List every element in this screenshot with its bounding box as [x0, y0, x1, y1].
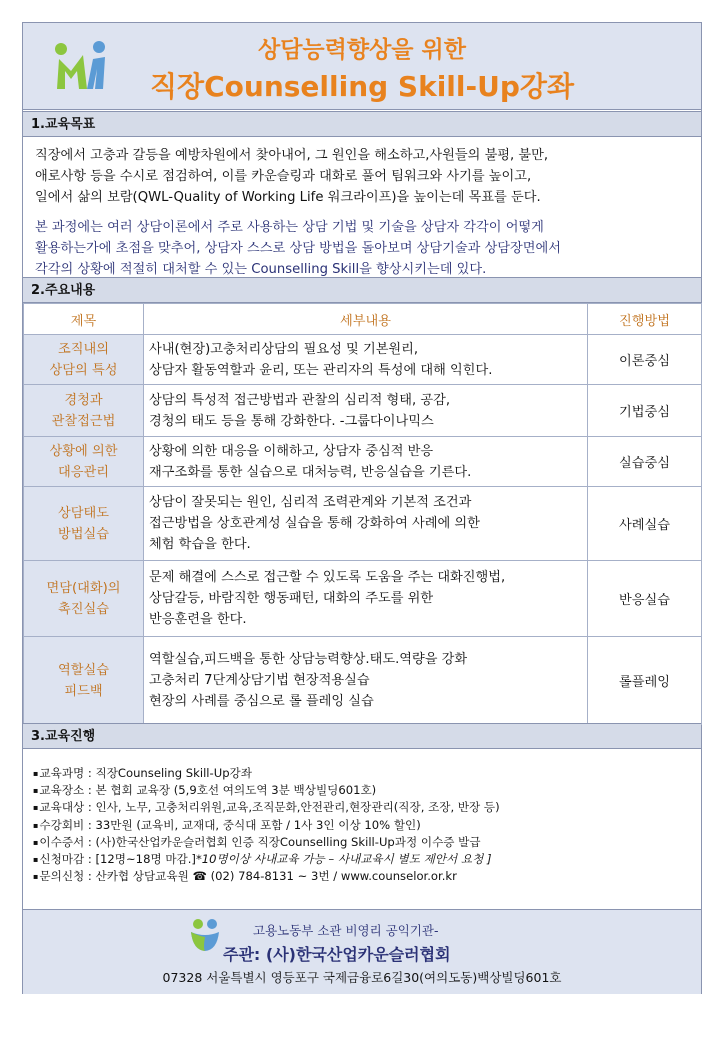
text-line: 본 과정에는 여러 상담이론에서 주로 사용하는 상담 기법 및 기술을 상담자 각각이 어떻게	[35, 220, 544, 235]
header	[23, 23, 701, 110]
list-item: ▪ 신청마감 : [12명~18명 마감.]*10명이상 사내교육 가능 – 사내교육시 별도 제안서 요청 ]	[33, 851, 693, 868]
row-title: 면담(대화)의 촉진실습	[24, 561, 144, 637]
row-title: 조직내의 상담의 특성	[24, 335, 144, 385]
row-method: 반응실습	[588, 561, 702, 637]
section-heading-contents: 2.주요내용	[23, 277, 701, 303]
column-header: 세부내용	[144, 304, 588, 335]
table-header-row	[24, 304, 702, 335]
list-item: ▪ 수강회비 : 33만원 (교육비, 교재대, 중식대 포함 / 1사 3인 이상 10% 할인)	[33, 817, 693, 834]
association-logo-icon	[189, 918, 221, 952]
column-header: 제목	[24, 304, 144, 335]
footer-organizer: 주관: (사)한국산업카운슬러협회	[223, 945, 451, 964]
title-line-2: 직장Counselling Skill-Up강좌	[150, 70, 574, 103]
row-title: 상황에 의한 대응관리	[24, 437, 144, 487]
row-title: 경청과 관찰접근법	[24, 385, 144, 437]
row-method: 기법중심	[588, 385, 702, 437]
text-line: 직장에서 고충과 갈등을 예방차원에서 찾아내어, 그 원인을 해소하고,사원들의 불평, 불만,	[35, 148, 549, 163]
program-info-list	[33, 765, 693, 885]
row-method: 이론중심	[588, 335, 702, 385]
table-row	[24, 637, 702, 725]
footer-address: 07328 서울특별시 영등포구 국제금융로6길30(여의도동)백상빌딩601호	[162, 970, 562, 985]
flyer	[22, 22, 702, 994]
list-item: ▪ 문의신청 : 산카협 상담교육원 ☎ (02) 784-8131 ~ 3번 / www.counselor.or.kr	[33, 868, 693, 885]
table-row	[24, 335, 702, 385]
table-row	[24, 385, 702, 437]
footer-subtitle: 고용노동부 소관 비영리 공익기관-	[253, 923, 439, 938]
row-method: 롤플레잉	[588, 637, 702, 725]
contents-table	[23, 303, 702, 725]
table-row	[24, 561, 702, 637]
goals-paragraph-2	[35, 217, 685, 280]
row-description: 문제 해결에 스스로 접근할 수 있도록 도움을 주는 대화진행법, 상담갈등, 바람직한 행동패턴, 대화의 주도를 위한 반응훈련을 한다.	[144, 561, 588, 637]
row-description: 상담이 잘못되는 원인, 심리적 조력관계와 기본적 조건과 접근방법을 상호관계성 실습을 통해 강화하여 사례에 의한 체험 학습을 한다.	[144, 487, 588, 561]
text-line: 각각의 상황에 적절히 대처할 수 있는 Counselling Skill을 향상시키는데 있다.	[35, 262, 487, 277]
row-title: 역할실습 피드백	[24, 637, 144, 725]
goals-paragraph-1	[35, 145, 685, 208]
footer	[23, 909, 701, 994]
table-row	[24, 487, 702, 561]
section-heading-progress: 3.교육진행	[23, 723, 701, 749]
list-item: ▪ 교육과명 : 직장Counseling Skill-Up강좌	[33, 765, 693, 782]
list-item: ▪ 이수증서 : (사)한국산업카운슬러협회 인증 직장Counselling Skill-Up과정 이수증 발급	[33, 834, 693, 851]
title-line-1: 상담능력향상을 위한	[258, 37, 466, 63]
table-row	[24, 437, 702, 487]
row-description: 사내(현장)고충처리상담의 필요성 및 기본원리, 상담자 활동역할과 윤리, 또는 관리자의 특성에 대해 익힌다.	[144, 335, 588, 385]
row-description: 상황에 의한 대응을 이해하고, 상담자 중심적 반응 재구조화를 통한 실습으로 대처능력, 반응실습을 기른다.	[144, 437, 588, 487]
list-item: ▪ 교육장소 : 본 협회 교육장 (5,9호선 여의도역 3분 백상빌딩601호)	[33, 782, 693, 799]
text-line: 애로사항 등을 수시로 점검하여, 이를 카운슬링과 대화로 풀어 팀워크와 사기를 높이고,	[35, 169, 532, 184]
row-description: 역할실습,피드백을 통한 상담능력향상.태도.역량을 강화 고충처리 7단계상담기법 현장적용실습 현장의 사례를 중심으로 롤 플레잉 실습	[144, 637, 588, 725]
row-method: 실습중심	[588, 437, 702, 487]
row-method: 사례실습	[588, 487, 702, 561]
section-heading-goals: 1.교육목표	[23, 111, 701, 137]
column-header: 진행방법	[588, 304, 702, 335]
deadline-note: *10명이상 사내교육 가능 – 사내교육시 별도 제안서 요청 ]	[195, 852, 492, 867]
row-description: 상담의 특성적 접근방법과 관찰의 심리적 형태, 공감, 경청의 태도 등을 통해 강화한다. -그룹다이나믹스	[144, 385, 588, 437]
text-line: 활용하는가에 초점을 맞추어, 상담자 스스로 상담 방법을 돌아보며 상담기술과 상담장면에서	[35, 241, 562, 256]
row-title: 상담태도 방법실습	[24, 487, 144, 561]
text-line: 일에서 삶의 보람(QWL-Quality of Working Life 워크라이프)을 높이는데 목표를 둔다.	[35, 190, 541, 205]
list-item: ▪ 교육대상 : 인사, 노무, 고충처리위원,교육,조직문화,안전관리,현장관리(직장, 조장, 반장 등)	[33, 799, 693, 816]
